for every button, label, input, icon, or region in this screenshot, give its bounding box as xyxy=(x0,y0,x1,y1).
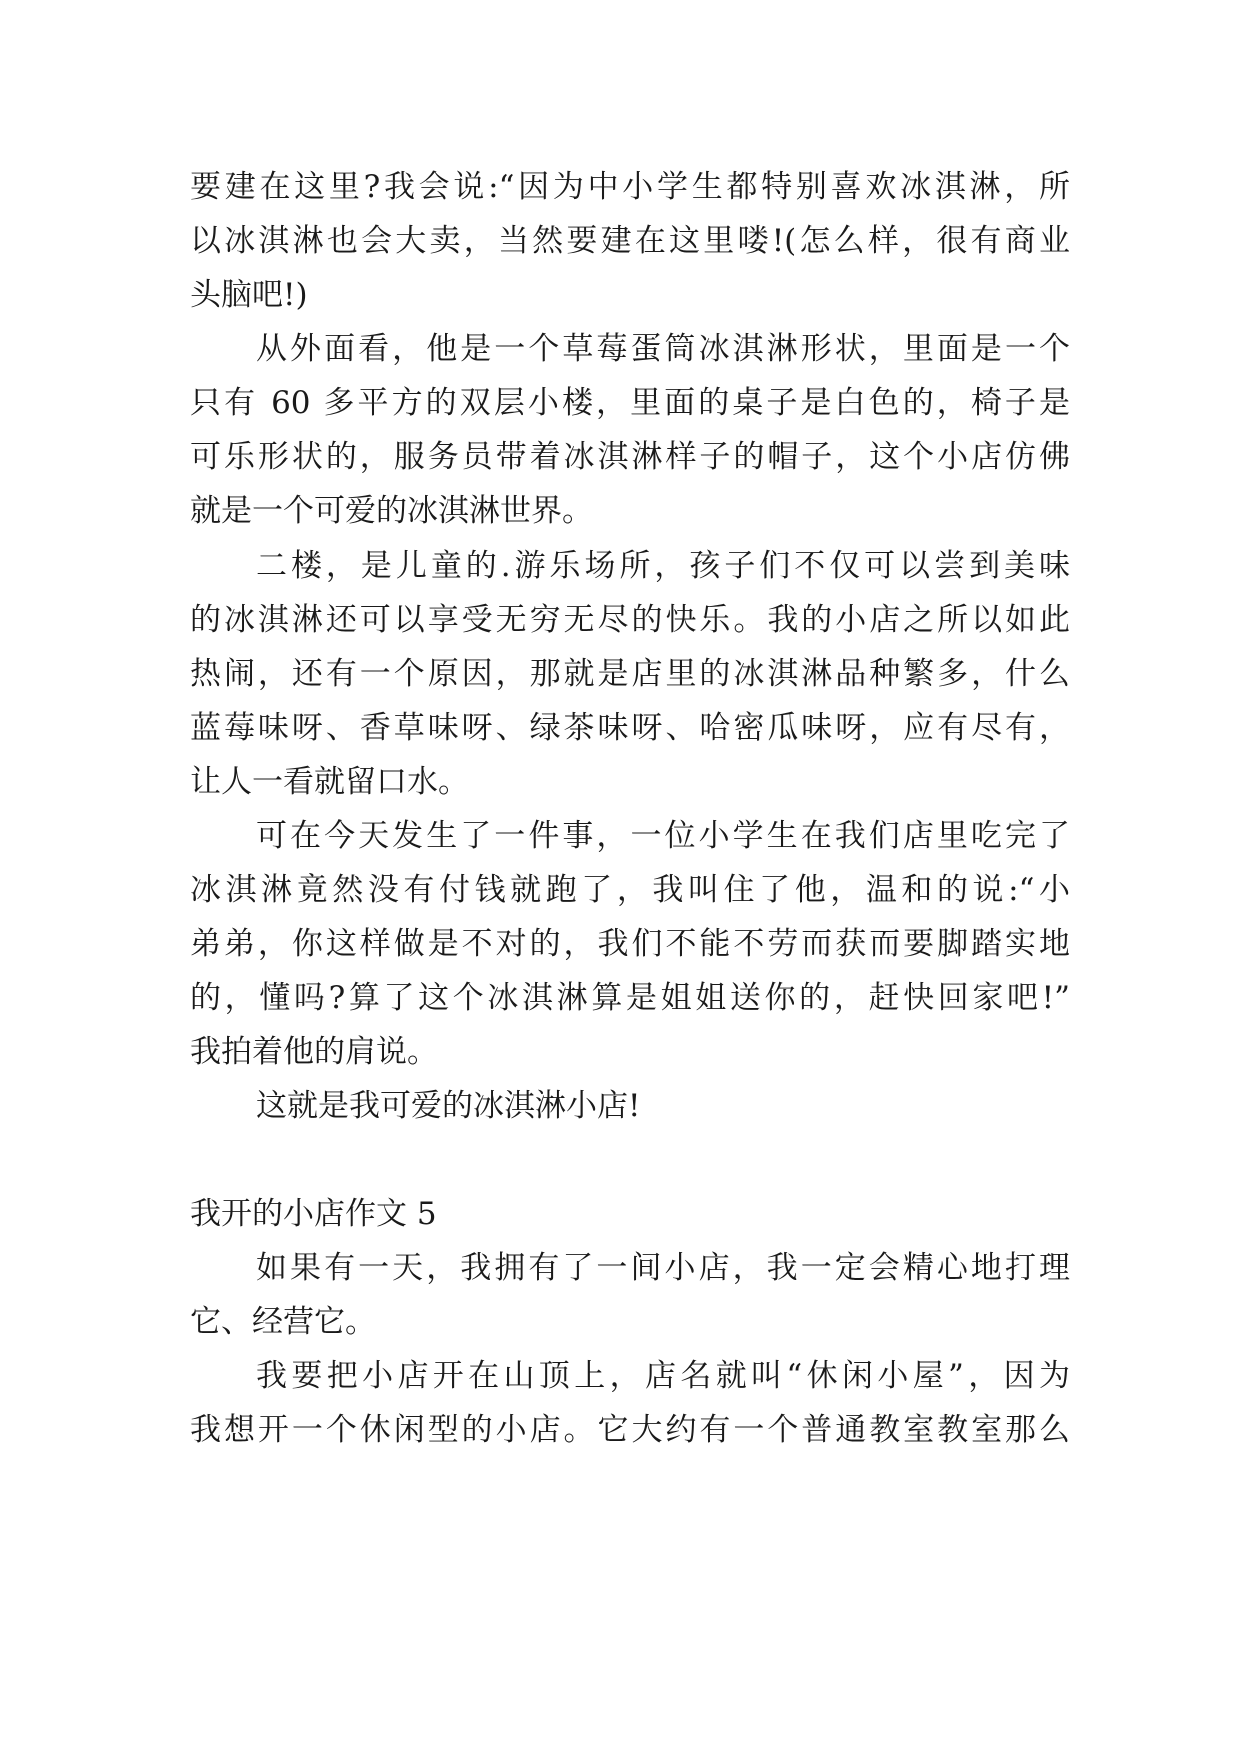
text-line: 我拍着他的肩说。 xyxy=(190,1034,438,1070)
text-line: 的，懂吗?算了这个冰淇淋算是姐姐送你的，赶快回家吧!” xyxy=(190,980,1070,1016)
essay-title: 我开的小店作文 5 xyxy=(190,1196,437,1232)
text-line: 我想开一个休闲型的小店。它大约有一个普通教室教室那么 xyxy=(190,1412,1070,1448)
text-line: 蓝莓味呀、香草味呀、绿茶味呀、哈密瓜味呀，应有尽有， xyxy=(190,710,1070,746)
text-line: 它、经营它。 xyxy=(190,1304,376,1340)
text-line: 这就是我可爱的冰淇淋小店! xyxy=(256,1088,641,1124)
text-line: 可乐形状的，服务员带着冰淇淋样子的帽子，这个小店仿佛 xyxy=(190,439,1070,475)
text-line: 热闹，还有一个原因，那就是店里的冰淇淋品种繁多，什么 xyxy=(190,656,1070,692)
text-line: 如果有一天，我拥有了一间小店，我一定会精心地打理 xyxy=(256,1250,1070,1286)
text-line: 从外面看，他是一个草莓蛋筒冰淇淋形状，里面是一个 xyxy=(256,331,1070,367)
text-line: 冰淇淋竟然没有付钱就跑了，我叫住了他，温和的说:“小 xyxy=(190,872,1070,908)
text-line: 的冰淇淋还可以享受无穷无尽的快乐。我的小店之所以如此 xyxy=(190,602,1070,638)
text-line: 只有 60 多平方的双层小楼，里面的桌子是白色的，椅子是 xyxy=(190,385,1070,421)
text-line: 我要把小店开在山顶上，店名就叫“休闲小屋”，因为 xyxy=(256,1358,1070,1394)
text-line: 以冰淇淋也会大卖，当然要建在这里喽!(怎么样，很有商业 xyxy=(190,223,1070,259)
text-line: 让人一看就留口水。 xyxy=(190,764,469,800)
text-line: 弟弟，你这样做是不对的，我们不能不劳而获而要脚踏实地 xyxy=(190,926,1070,962)
text-line: 二楼，是儿童的.游乐场所，孩子们不仅可以尝到美味 xyxy=(256,548,1070,584)
text-line: 就是一个可爱的冰淇淋世界。 xyxy=(190,493,593,529)
text-line: 头脑吧!) xyxy=(190,277,308,313)
text-line: 要建在这里?我会说:“因为中小学生都特别喜欢冰淇淋，所 xyxy=(190,169,1070,205)
text-line: 可在今天发生了一件事，一位小学生在我们店里吃完了 xyxy=(256,818,1070,854)
